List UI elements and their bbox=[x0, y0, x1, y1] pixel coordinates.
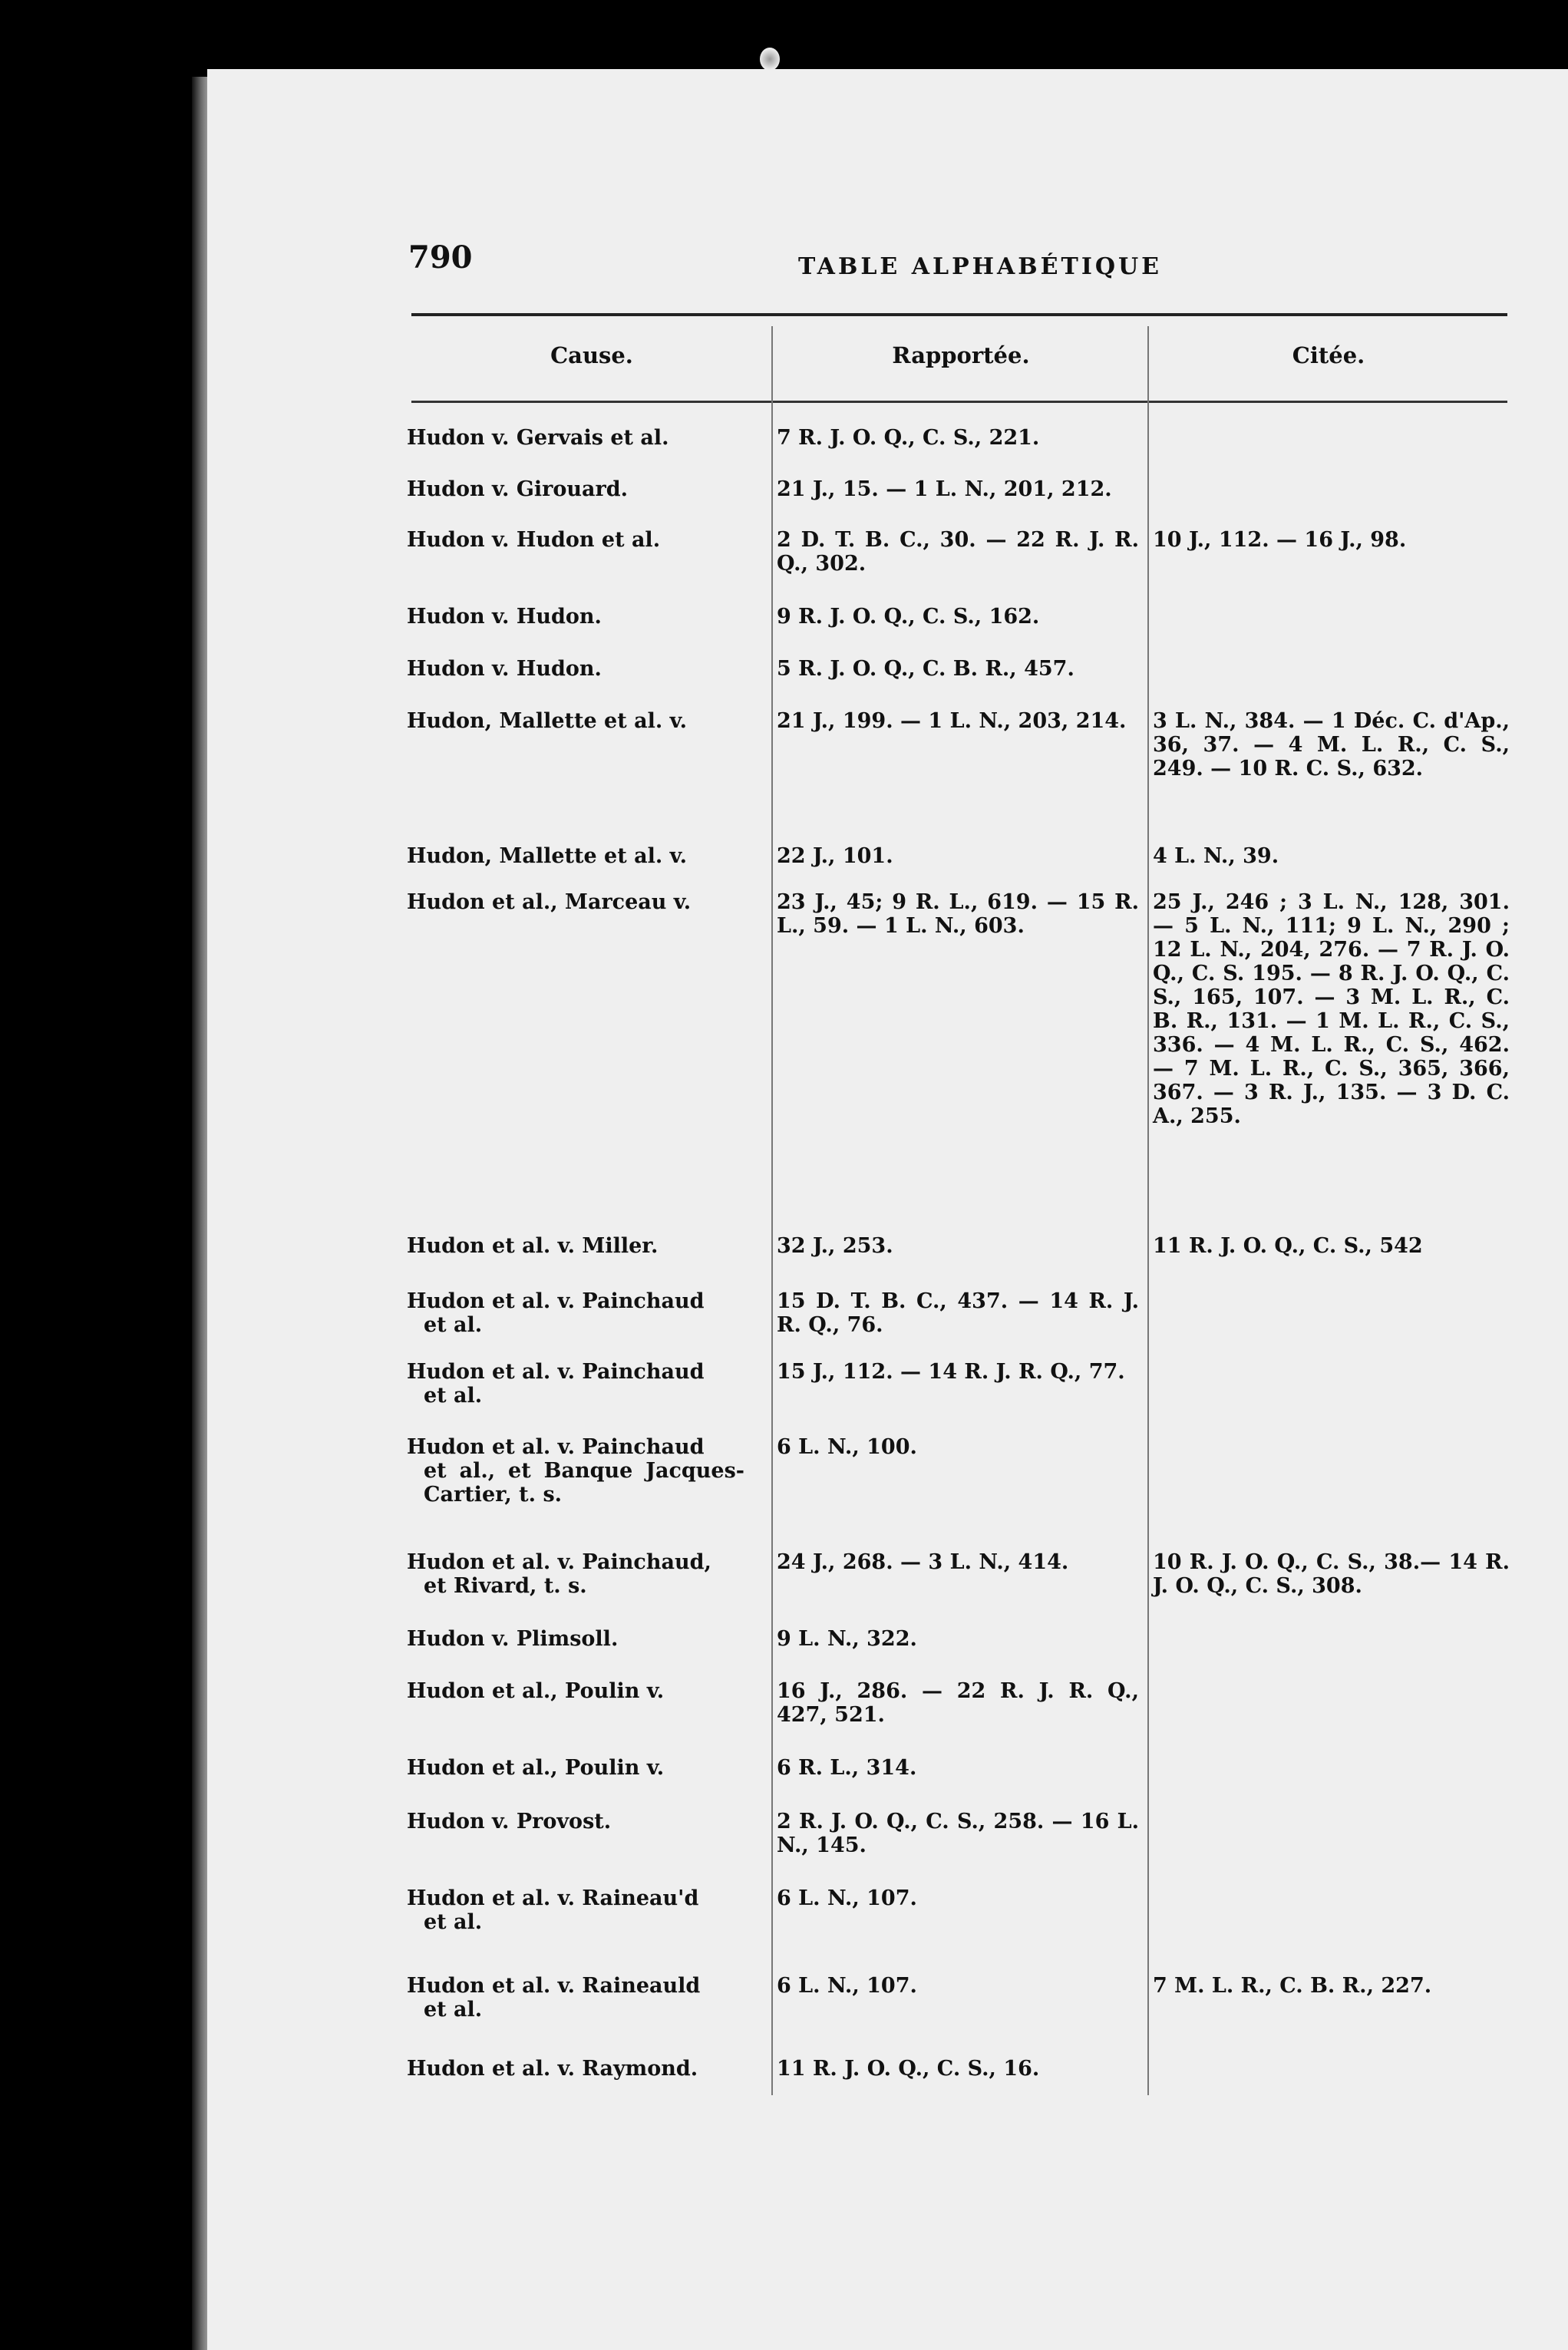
cause-text: Hudon et al. v. Painchaud bbox=[407, 1360, 705, 1384]
cause-text: Hudon, Mallette et al. v. bbox=[407, 709, 688, 733]
cause-cell bbox=[407, 1360, 744, 1408]
rapportee-cell: 2 D. T. B. C., 30. — 22 R. J. R. Q., 302. bbox=[777, 528, 1139, 576]
cause-text: Hudon et al. v. Raineau'd bbox=[407, 1886, 699, 1910]
cause-cell bbox=[407, 844, 744, 868]
cause-text: Hudon v. Hudon. bbox=[407, 605, 602, 629]
cause-text: Hudon v. Girouard. bbox=[407, 477, 629, 501]
column-divider-2 bbox=[1147, 326, 1149, 2095]
cause-cell bbox=[407, 1435, 744, 1507]
citee-cell: 10 J., 112. — 16 J., 98. bbox=[1153, 528, 1407, 552]
citee-cell: 4 L. N., 39. bbox=[1153, 844, 1279, 868]
citee-cell: 25 J., 246 ; 3 L. N., 128, 301. — 5 L. N., 111; 9 L. N., 290 ; 12 L. N., 204, 276. — 7 R. J. O. Q., C. S. 195. — 8 R. J. O. Q., C. S., 165, 107. — 3 M. L. R., C. B. R., 131. — 1 M. L. R., C. S., 336. — 4 M. L. R., C. S., 462. — 7 M. L. R., C. S., 365, 366, 367. — 3 R. J., 135. — 3 D. C. A., 255. bbox=[1153, 890, 1510, 1128]
cause-text: Hudon et al. v. Painchaud bbox=[407, 1289, 705, 1313]
rapportee-cell: 9 L. N., 322. bbox=[777, 1627, 917, 1651]
column-divider-1 bbox=[771, 326, 773, 2095]
page-number: 790 bbox=[408, 239, 473, 276]
cause-cell bbox=[407, 1756, 744, 1780]
cause-text: Hudon v. Provost. bbox=[407, 1810, 612, 1833]
rapportee-cell: 7 R. J. O. Q., C. S., 221. bbox=[777, 426, 1040, 450]
column-header-citee: Citée. bbox=[1292, 342, 1365, 368]
cause-cell bbox=[407, 1886, 744, 1934]
cause-cell bbox=[407, 1810, 744, 1833]
rapportee-cell: 21 J., 15. — 1 L. N., 201, 212. bbox=[777, 477, 1112, 501]
rapportee-cell: 9 R. J. O. Q., C. S., 162. bbox=[777, 605, 1040, 629]
column-header-cause: Cause. bbox=[550, 342, 633, 368]
rapportee-cell: 2 R. J. O. Q., C. S., 258. — 16 L. N., 145. bbox=[777, 1810, 1139, 1857]
cause-cell bbox=[407, 1679, 744, 1703]
cause-cell bbox=[407, 426, 744, 450]
cause-continuation: et al. bbox=[424, 1313, 483, 1337]
citee-cell: 10 R. J. O. Q., C. S., 38.— 14 R. J. O. Q., C. S., 308. bbox=[1153, 1550, 1510, 1598]
cause-continuation: et Rivard, t. s. bbox=[424, 1574, 587, 1598]
cause-text: Hudon et al., Poulin v. bbox=[407, 1679, 665, 1703]
rapportee-cell: 24 J., 268. — 3 L. N., 414. bbox=[777, 1550, 1069, 1574]
cause-text: Hudon v. Hudon et al. bbox=[407, 528, 661, 552]
column-header-rapportee: Rapportée. bbox=[892, 342, 1030, 368]
cause-text: Hudon et al. v. Miller. bbox=[407, 1234, 659, 1258]
rapportee-cell: 23 J., 45; 9 R. L., 619. — 15 R. L., 59. — 1 L. N., 603. bbox=[777, 890, 1139, 938]
rapportee-cell: 32 J., 253. bbox=[777, 1234, 893, 1258]
cause-cell bbox=[407, 1550, 744, 1598]
rapportee-cell: 6 L. N., 107. bbox=[777, 1974, 917, 1998]
scan-mark bbox=[760, 48, 780, 71]
cause-continuation: et al. bbox=[424, 1384, 483, 1408]
cause-cell bbox=[407, 605, 744, 629]
running-head: TABLE ALPHABÉTIQUE bbox=[798, 253, 1163, 280]
cause-continuation: et al. bbox=[424, 1910, 483, 1934]
rapportee-cell: 16 J., 286. — 22 R. J. R. Q., 427, 521. bbox=[777, 1679, 1139, 1727]
rapportee-cell: 15 J., 112. — 14 R. J. R. Q., 77. bbox=[777, 1360, 1125, 1384]
rapportee-cell: 21 J., 199. — 1 L. N., 203, 214. bbox=[777, 709, 1127, 733]
cause-text: Hudon et al. v. Painchaud, bbox=[407, 1550, 711, 1574]
cause-cell bbox=[407, 1234, 744, 1258]
cause-text: Hudon et al. v. Painchaud bbox=[407, 1435, 705, 1459]
cause-text: Hudon et al., Poulin v. bbox=[407, 1756, 665, 1780]
cause-cell bbox=[407, 657, 744, 681]
column-header-rule bbox=[411, 401, 1507, 403]
cause-continuation: et al. bbox=[424, 1998, 483, 2022]
cause-cell bbox=[407, 477, 744, 501]
cause-text: Hudon v. Gervais et al. bbox=[407, 426, 669, 450]
cause-continuation: et al., et Banque Jacques-Cartier, t. s. bbox=[424, 1459, 744, 1507]
rapportee-cell: 5 R. J. O. Q., C. B. R., 457. bbox=[777, 657, 1074, 681]
citee-cell: 7 M. L. R., C. B. R., 227. bbox=[1153, 1974, 1432, 1998]
cause-cell bbox=[407, 2057, 744, 2081]
cause-cell bbox=[407, 1289, 744, 1337]
citee-cell: 11 R. J. O. Q., C. S., 542 bbox=[1153, 1234, 1423, 1258]
cause-cell bbox=[407, 1974, 744, 2022]
cause-text: Hudon et al., Marceau v. bbox=[407, 890, 692, 914]
cause-text: Hudon et al. v. Raymond. bbox=[407, 2057, 698, 2081]
cause-text: Hudon v. Plimsoll. bbox=[407, 1627, 619, 1651]
citee-cell: 3 L. N., 384. — 1 Déc. C. d'Ap., 36, 37. — 4 M. L. R., C. S., 249. — 10 R. C. S., 632. bbox=[1153, 709, 1510, 781]
cause-cell bbox=[407, 528, 744, 552]
cause-cell bbox=[407, 1627, 744, 1651]
cause-text: Hudon, Mallette et al. v. bbox=[407, 844, 688, 868]
rapportee-cell: 6 R. L., 314. bbox=[777, 1756, 917, 1780]
cause-text: Hudon et al. v. Raineauld bbox=[407, 1974, 701, 1998]
rapportee-cell: 11 R. J. O. Q., C. S., 16. bbox=[777, 2057, 1040, 2081]
rapportee-cell: 15 D. T. B. C., 437. — 14 R. J. R. Q., 76. bbox=[777, 1289, 1139, 1337]
header-rule bbox=[411, 313, 1507, 316]
cause-cell bbox=[407, 890, 744, 914]
rapportee-cell: 6 L. N., 100. bbox=[777, 1435, 917, 1459]
rapportee-cell: 22 J., 101. bbox=[777, 844, 893, 868]
cause-cell bbox=[407, 709, 744, 733]
rapportee-cell: 6 L. N., 107. bbox=[777, 1886, 917, 1910]
cause-text: Hudon v. Hudon. bbox=[407, 657, 602, 681]
